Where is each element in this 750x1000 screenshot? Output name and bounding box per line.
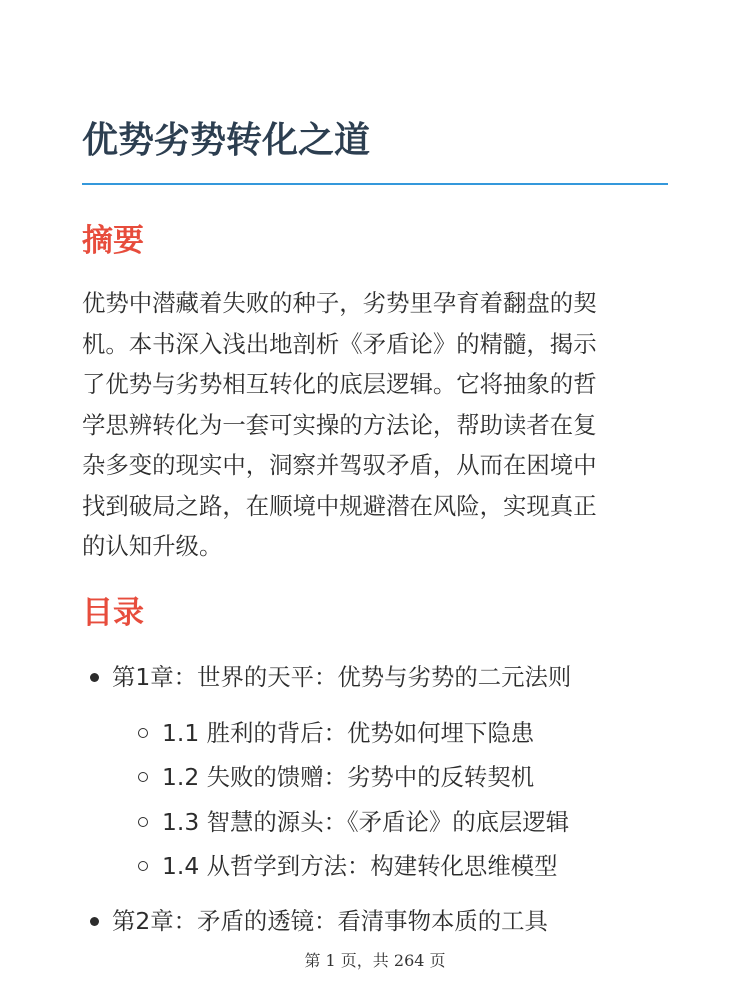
abstract-line: 机。本书深入浅出地剖析《矛盾论》的精髓，揭示 (82, 329, 597, 358)
page-number-footer: 第 1 页，共 264 页 (304, 951, 446, 970)
toc-heading: 目录 (82, 595, 144, 631)
bullet-circle-icon (138, 772, 148, 782)
toc-chapter-2 (112, 904, 548, 938)
abstract-body (82, 283, 668, 563)
bullet-circle-icon (138, 728, 148, 738)
abstract-line: 学思辨转化为一套可实操的方法论，帮助读者在复 (82, 410, 597, 439)
toc-chapter-label: 第2章：矛盾的透镜：看清事物本质的工具 (112, 907, 548, 935)
bullet-circle-icon (138, 861, 148, 871)
abstract-line: 找到破局之路，在顺境中规避潜在风险，实现真正 (82, 491, 597, 520)
bullet-circle-icon (138, 817, 148, 827)
abstract-line: 优势中潜藏着失败的种子，劣势里孕育着翻盘的契 (82, 289, 597, 317)
abstract-line: 杂多变的现实中，洞察并驾驭矛盾，从而在困境中 (82, 451, 597, 479)
document-page (82, 0, 668, 1000)
abstract-line: 的认知升级。 (82, 532, 223, 560)
abstract-heading: 摘要 (82, 223, 144, 259)
bullet-disc-icon (90, 673, 99, 682)
toc-section-1-1 (162, 716, 534, 750)
page-title: 优势劣势转化之道 (82, 120, 371, 161)
toc-chapter-label: 第1章：世界的天平：优势与劣势的二元法则 (112, 663, 572, 691)
title-divider (82, 183, 668, 185)
toc-section-label: 1.4 从哲学到方法：构建转化思维模型 (162, 852, 558, 880)
toc-section-1-3 (162, 805, 569, 839)
toc-section-1-4 (162, 849, 558, 883)
abstract-line: 了优势与劣势相互转化的底层逻辑。它将抽象的哲 (82, 370, 597, 398)
toc-section-label: 1.2 失败的馈赠：劣势中的反转契机 (162, 763, 535, 791)
toc-section-label: 1.3 智慧的源头：《矛盾论》的底层逻辑 (162, 808, 570, 836)
bullet-disc-icon (90, 917, 99, 926)
toc-section-label: 1.1 胜利的背后：优势如何埋下隐患 (162, 719, 535, 747)
toc-section-1-2 (162, 760, 534, 794)
toc-chapter-1 (112, 660, 571, 694)
